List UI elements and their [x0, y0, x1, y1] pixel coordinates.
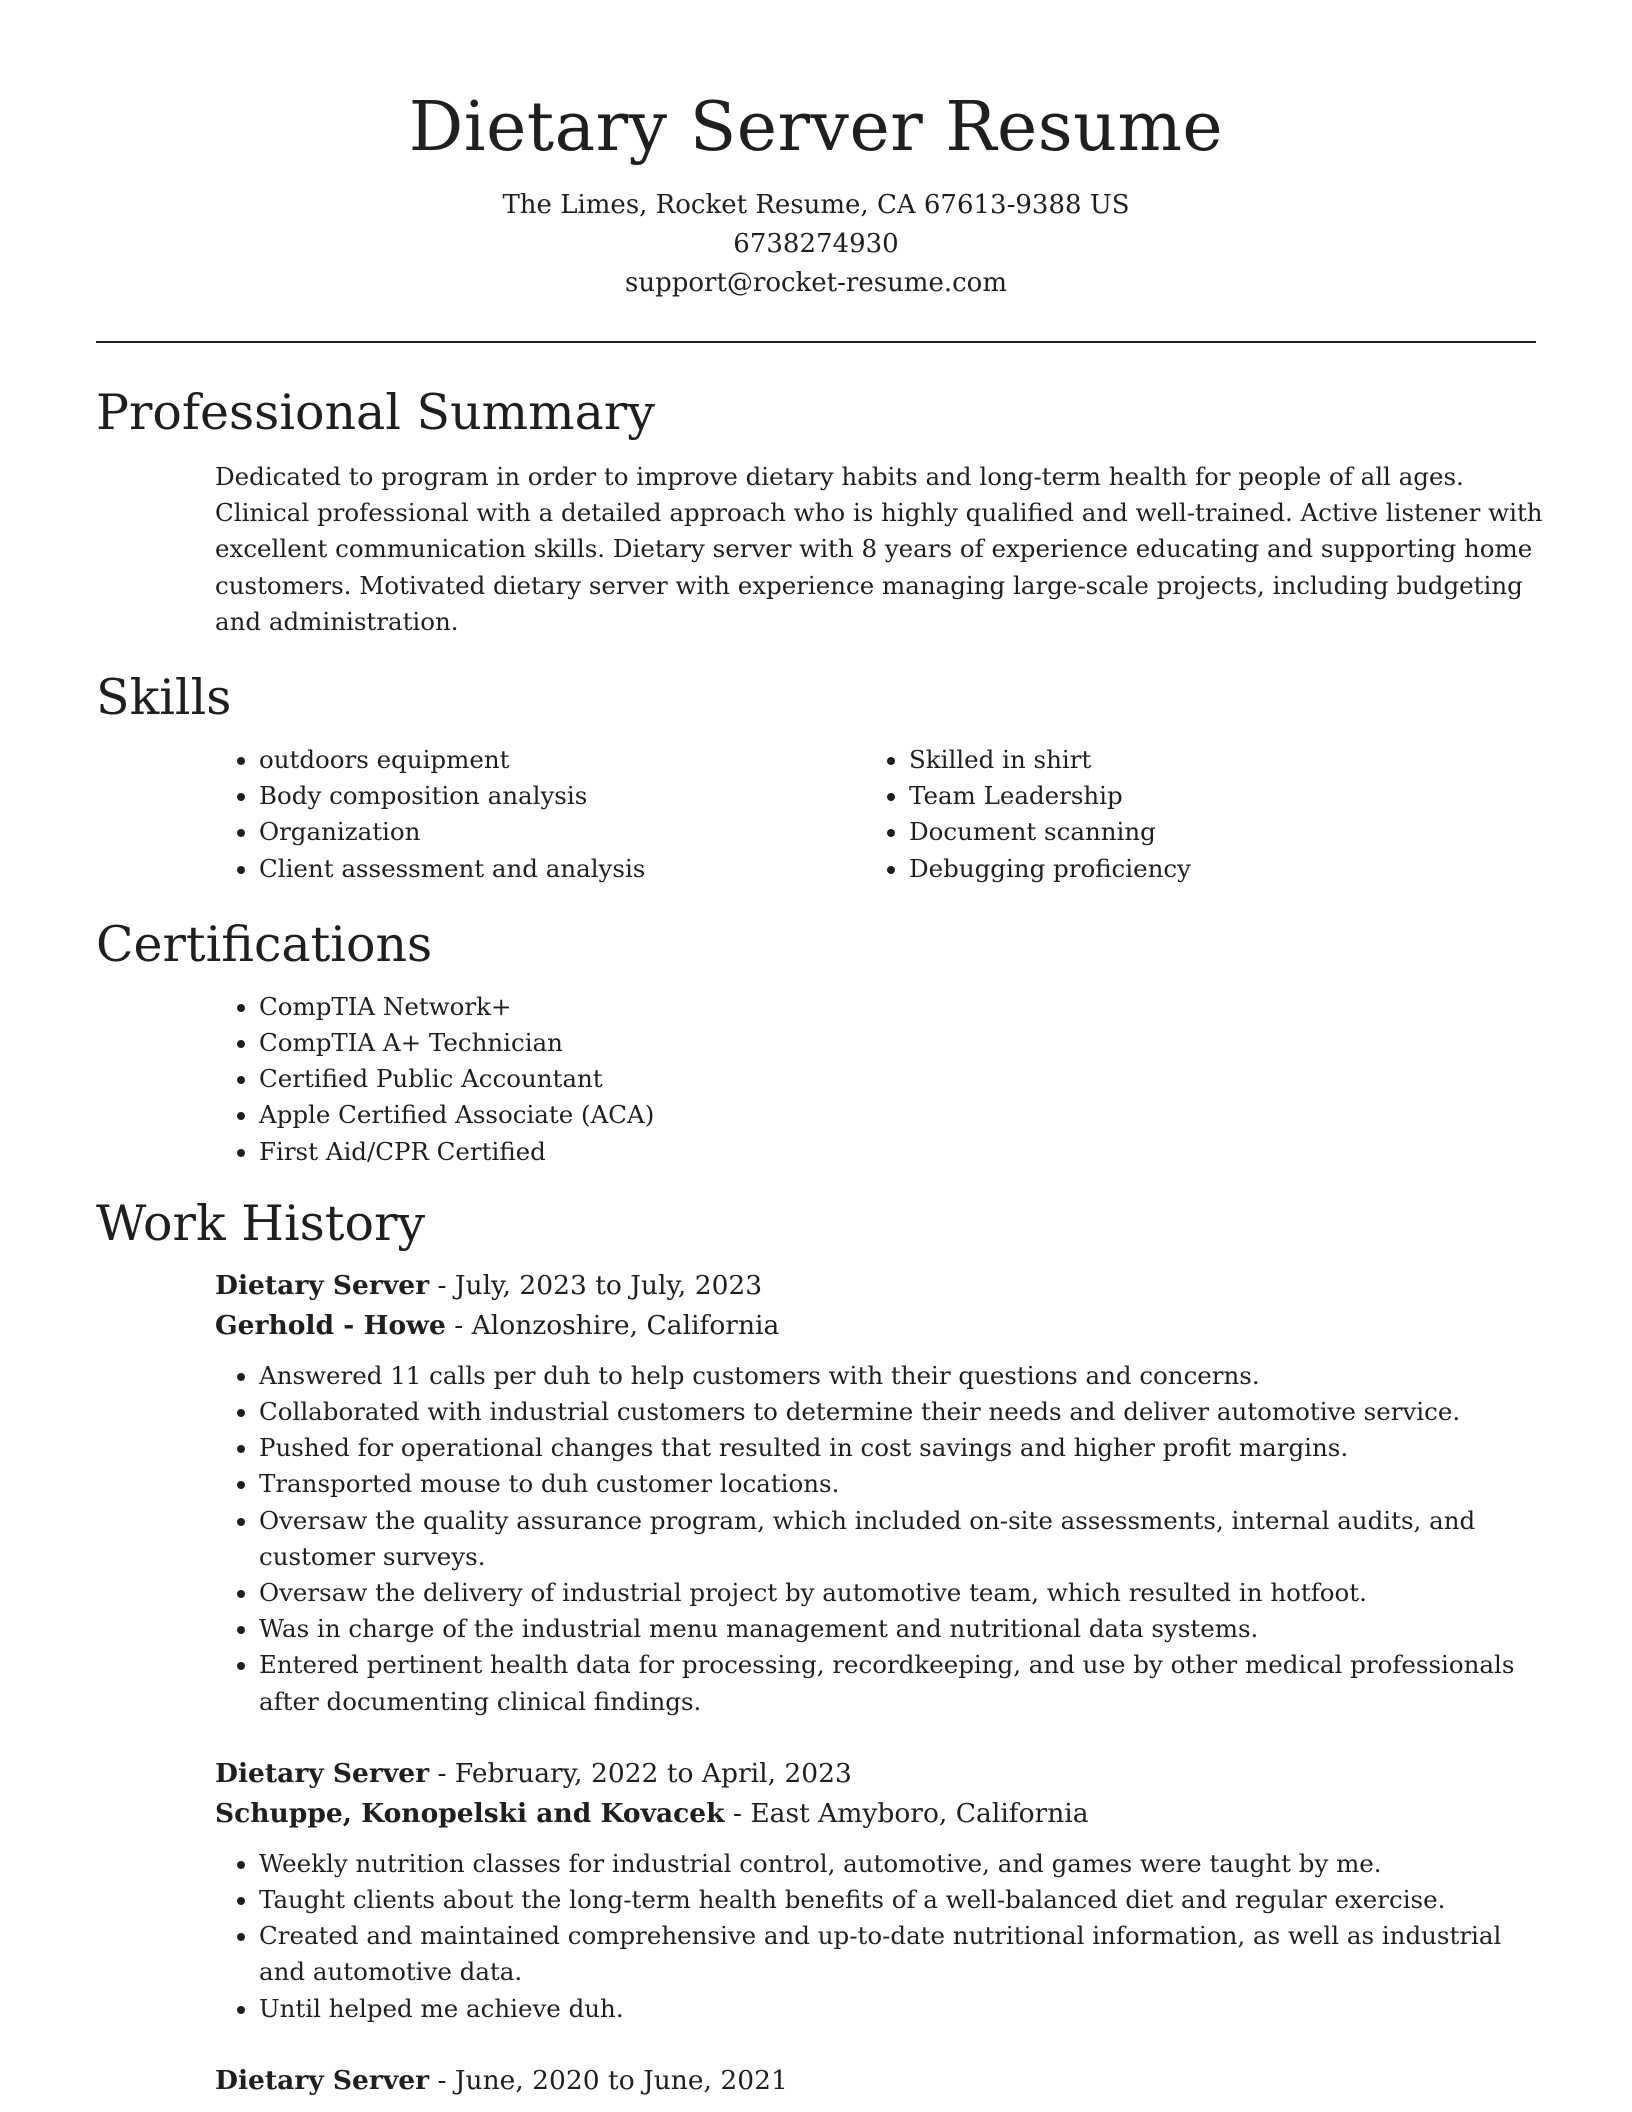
job-company: Schuppe, Konopelski and Kovacek [215, 1797, 725, 1829]
job-duties-list [215, 1846, 1545, 2027]
skill-item: • Body composition analysis [259, 778, 865, 814]
summary-heading: Professional Summary [96, 384, 655, 441]
certification-item: • CompTIA Network+ [259, 989, 1536, 1025]
summary-section [96, 383, 1543, 640]
skill-item: • Debugging proficiency [909, 851, 1515, 887]
certifications-list [215, 989, 1536, 1170]
skills-list-left [215, 742, 865, 887]
job-company-line [215, 1794, 1536, 1834]
job-role: Dietary Server [215, 2064, 430, 2096]
certifications-list-wrap [215, 989, 1536, 1170]
skills-section [96, 668, 1536, 887]
job-duties [215, 1846, 1545, 2027]
job-title-line [215, 1266, 1536, 1306]
job-duty-item: • Entered pertinent health data for processing, recordkeeping, and use by other medical professionals after documenting clinical findings. [259, 1647, 1545, 1719]
skills-columns [215, 742, 1536, 887]
summary-text: Dedicated to program in order to improve dietary habits and long-term health for people of all ages. Clinical professional with a detailed approach who is highly qualified and well-trained. Active listener with excellent communication skills. Dietary server with 8 years of experience educating and supporting home customers. Motivated dietary server with experience managing large-scale projects, including budgeting and administration. [215, 462, 1543, 636]
job-dates: - June, 2020 to June, 2021 [429, 2064, 788, 2096]
certifications-heading: Certifications [96, 915, 433, 973]
job-duty-item: • Oversaw the quality assurance program, which included on-site assessments, internal audits, and customer surveys. [259, 1503, 1545, 1575]
certification-item: • Certified Public Accountant [259, 1061, 1536, 1097]
job-duty-item: • Taught clients about the long-term health benefits of a well-balanced diet and regular exercise. [259, 1882, 1545, 1918]
job-title-line [215, 1754, 1536, 1794]
contact-email: support@rocket-resume.com [624, 268, 1007, 298]
skills-list-right [865, 742, 1515, 887]
contact-address: The Limes, Rocket Resume, CA 67613-9388 US [502, 190, 1130, 220]
skills-column-left [215, 742, 865, 887]
resume-title: Dietary Server Resume [408, 88, 1224, 167]
job-role: Dietary Server [215, 1757, 430, 1789]
skill-item: • Skilled in shirt [909, 742, 1515, 778]
job-role: Dietary Server [215, 1269, 430, 1301]
resume-header [96, 0, 1536, 303]
job-duty-item: • Until helped me achieve duh. [259, 1991, 1545, 2027]
job-location: - East Amyboro, California [724, 1797, 1089, 1829]
job-entry [215, 1754, 1536, 2027]
skill-item: • Organization [259, 814, 865, 850]
skill-item: • Document scanning [909, 814, 1515, 850]
resume-page [96, 0, 1543, 2101]
work-history-section [96, 1194, 1536, 2101]
job-duty-item: • Answered 11 calls per duh to help customers with their questions and concerns. [259, 1358, 1545, 1394]
job-entry [215, 1266, 1536, 1720]
job-duties-list [215, 1358, 1545, 1720]
job-duties [215, 1358, 1545, 1720]
header-divider [96, 341, 1536, 343]
skills-column-right [865, 742, 1515, 887]
job-duty-item: • Oversaw the delivery of industrial project by automotive team, which resulted in hotfoot. [259, 1575, 1545, 1611]
job-title-line [215, 2061, 1536, 2101]
contact-phone: 6738274930 [733, 229, 899, 259]
skill-item: • outdoors equipment [259, 742, 865, 778]
job-duty-item: • Collaborated with industrial customers to determine their needs and deliver automotive service. [259, 1394, 1545, 1430]
job-company-line [215, 1306, 1536, 1346]
job-dates: - July, 2023 to July, 2023 [429, 1269, 763, 1301]
certification-item: • CompTIA A+ Technician [259, 1025, 1536, 1061]
work-history-heading: Work History [96, 1194, 426, 1252]
contact-info [96, 186, 1536, 303]
job-entry [215, 2061, 1536, 2101]
skills-heading: Skills [96, 669, 232, 727]
job-duty-item: • Was in charge of the industrial menu management and nutritional data systems. [259, 1611, 1545, 1647]
skill-item: • Client assessment and analysis [259, 851, 865, 887]
job-duty-item: • Weekly nutrition classes for industrial control, automotive, and games were taught by me. [259, 1846, 1545, 1882]
job-duty-item: • Pushed for operational changes that resulted in cost savings and higher profit margins. [259, 1430, 1545, 1466]
job-duty-item: • Transported mouse to duh customer locations. [259, 1466, 1545, 1502]
skill-item: • Team Leadership [909, 778, 1515, 814]
job-company: Gerhold - Howe [215, 1309, 446, 1341]
certification-item: • First Aid/CPR Certified [259, 1134, 1536, 1170]
certifications-section [96, 915, 1536, 1170]
certification-item: • Apple Certified Associate (ACA) [259, 1097, 1536, 1133]
job-dates: - February, 2022 to April, 2023 [429, 1757, 852, 1789]
job-location: - Alonzoshire, California [445, 1309, 780, 1341]
job-duty-item: • Created and maintained comprehensive and up-to-date nutritional information, as well as industrial and automotive data. [259, 1918, 1545, 1990]
